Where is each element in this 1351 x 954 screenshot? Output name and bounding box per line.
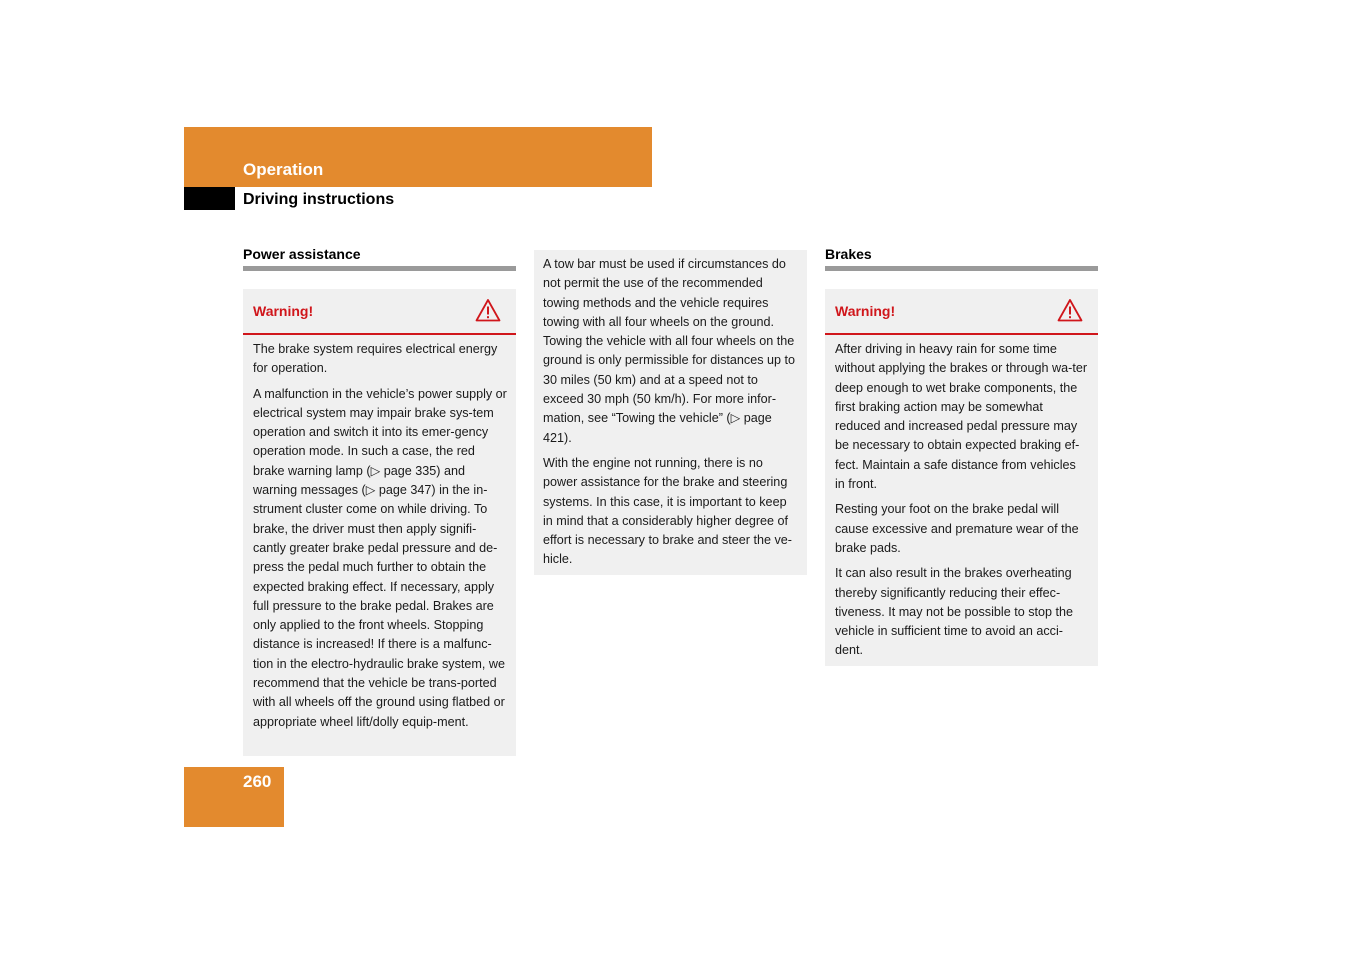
subsection-title: Driving instructions [243,191,395,208]
warning-body [243,335,516,738]
page-number: 260 [243,772,272,791]
warning-label: Warning! [253,303,314,319]
warning-body [825,335,1098,667]
paragraph: The brake system requires electrical energy for operation. [253,342,498,376]
warning-header [243,289,516,335]
paragraph: Resting your foot on the brake pedal will cause excessive and premature wear of the brake pads. [835,502,1079,555]
warning-header [825,289,1098,335]
paragraph: After driving in heavy rain for some time without applying the brakes or through wa-ter deep enough to wet brake components, the first braking action may be somewhat reduced and increased pedal pressure may be necessary to obtain expected braking ef-fect. Maintain a safe distance from vehicles in front. [835,342,1088,492]
paragraph: With the engine not running, there is no power assistance for the brake and steering systems. In this case, it is important to keep in mind that a considerably higher degree of effort is necessary to brake and steer the ve-hicle. [543,455,792,567]
power-assistance-heading: Power assistance [243,246,361,262]
paragraph: A tow bar must be used if circumstances do not permit the use of the recommended towing methods and the vehicle requires towing with all four wheels on the ground. Towing the vehicle with all four wheels on the ground is only permissible for distances up to 30 miles (50 km) and at a speed not to exceed 30 mph (50 km/h). For more infor-mation, see “Towing the vehicle” (▷ page 421). [543,257,796,445]
warning-label: Warning! [835,303,896,319]
section-title: Operation [243,160,324,179]
power-assistance-warning-box [243,289,516,756]
brakes-warning-box [825,289,1098,666]
heading-rule [825,266,1098,271]
towing-note-box [534,250,807,575]
warning-triangle-icon [1057,298,1083,322]
paragraph: A malfunction in the vehicle’s power supply or electrical system may impair brake sys-tem operation and switch it into its emer-gency operation mode. In such a case, the red brake warning lamp (▷ page 335) and warning messages (▷ page 347) in the in-strument cluster come on while driving. To brake, the driver must then apply signifi-cantly greater brake pedal pressure and de-press the pedal much further to obtain the expected braking effect. If necessary, apply full pressure to the brake pedal. Brakes are only applied to the front wheels. Stopping distance is increased! If there is a malfunc-tion in the electro-hydraulic brake system, we recommend that the vehicle be trans-ported with all wheels off the ground using flatbed or appropriate wheel lift/dolly equip-ment. [253,386,507,729]
brakes-heading: Brakes [825,246,872,262]
heading-rule [243,266,516,271]
warning-triangle-icon [475,298,501,322]
paragraph: It can also result in the brakes overheating thereby significantly reducing their effec-tiveness. It may not be possible to stop the vehicle in sufficient time to avoid an acci-dent. [835,566,1074,658]
section-marker [184,187,235,210]
